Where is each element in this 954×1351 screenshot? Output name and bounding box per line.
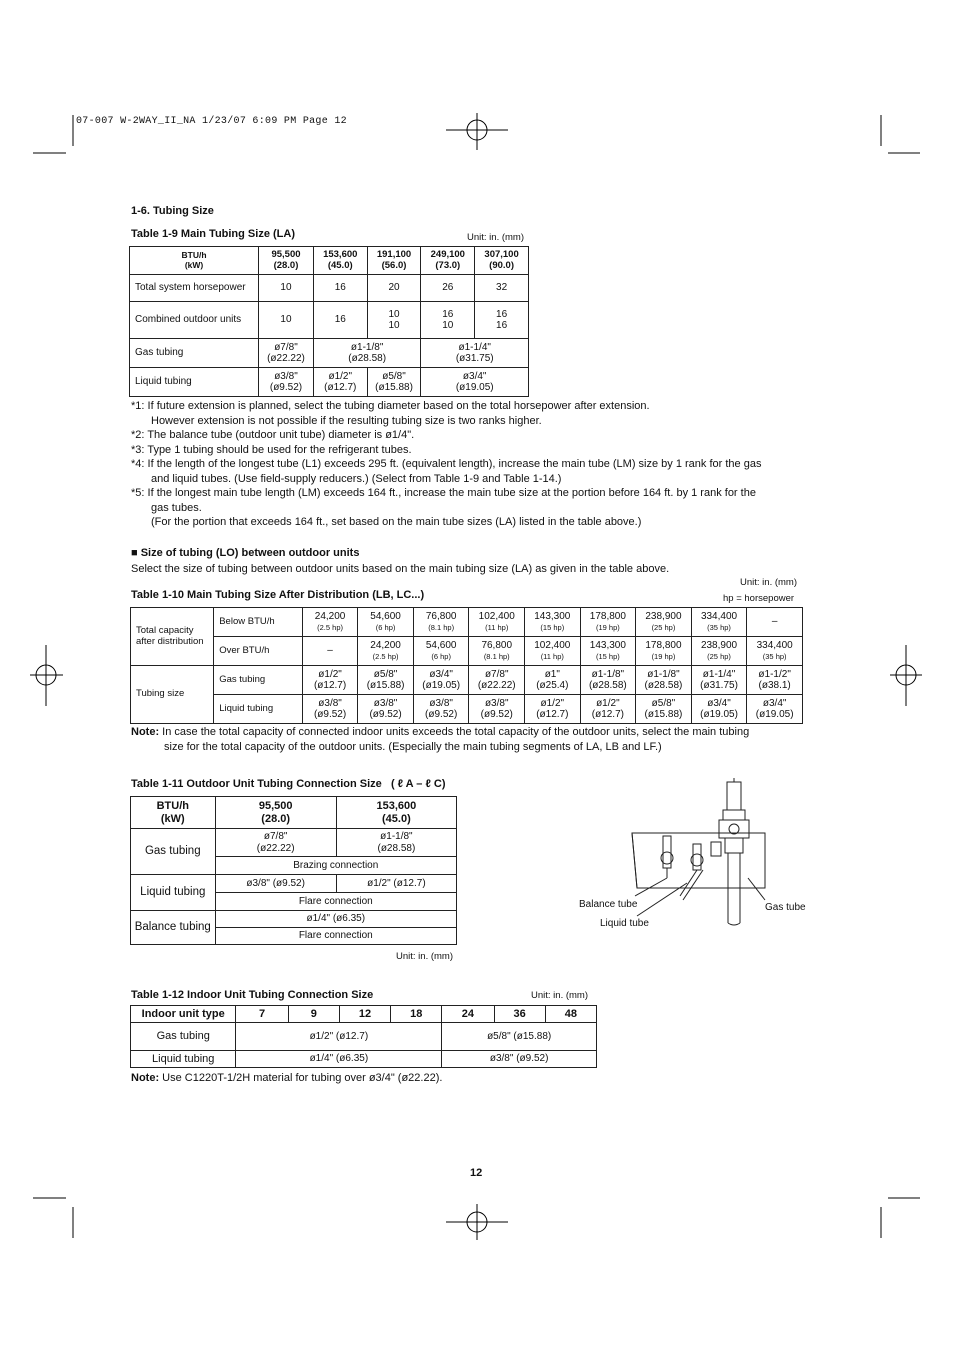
table-1-12-title: Table 1-12 Indoor Unit Tubing Connection Size [131, 989, 374, 1001]
table-1-10-title: Table 1-10 Main Tubing Size After Distribution (LB, LC...) [131, 589, 425, 601]
lo-text: Select the size of tubing between outdoor units based on the main tubing size (LA) as given in the table above. [131, 563, 670, 575]
footnotes [131, 399, 821, 530]
lo-heading: ■ Size of tubing (LO) between outdoor units [131, 547, 360, 559]
table-row: Total system horsepower 10 16 20 26 32 [130, 275, 529, 302]
section-title: 1-6. Tubing Size [131, 205, 214, 217]
table-row: Liquid tubing ø3/8" (ø9.52) ø3/8" (ø9.52) ø3/8" (ø9.52) ø3/8" (ø9.52) ø1/2" (ø12.7) ø1/2" (ø12.7) ø5/8" (ø15.88) ø3/4" (ø19.05) ø3/4" (ø19.05) [131, 695, 803, 724]
gas-tube-label: Gas tube [765, 902, 806, 913]
table-1-10 [130, 607, 803, 724]
table-row: Liquid tubing ø3/8" (ø9.52) ø1/2" (ø12.7) ø5/8" (ø15.88) ø3/4" (ø19.05) [130, 368, 529, 397]
table-row: Tubing size Gas tubing ø1/2" (ø12.7) ø5/8" (ø15.88) ø3/4" (ø19.05) ø7/8" (ø22.22) ø1" (ø25.4) ø1-1/8" (ø28.58) ø1-1/8" (ø28.58) ø1-1/4" (ø31.75) ø1-1/2" (ø38.1) [131, 666, 803, 695]
table-row: Flare connection [131, 928, 457, 945]
table-row: BTU/h (kW) 95,500 (28.0) 153,600 (45.0) [131, 797, 457, 829]
table-row: Indoor unit type 7 9 12 18 24 36 48 [131, 1006, 597, 1023]
liquid-tube-label: Liquid tube [600, 918, 649, 929]
table-1-10-unit: Unit: in. (mm) [740, 577, 797, 588]
table-row: Combined outdoor units 10 16 10 10 16 10 16 16 [130, 302, 529, 339]
table-1-11-title: Table 1-11 Outdoor Unit Tubing Connection Size ( ℓ A – ℓ C) [131, 778, 446, 790]
table-row: Gas tubing ø7/8" (ø22.22) ø1-1/8" (ø28.58) ø1-1/4" (ø31.75) [130, 339, 529, 368]
table-1-9-unit: Unit: in. (mm) [467, 232, 524, 243]
hp-note: hp = horsepower [723, 593, 795, 604]
footnote-3: *3: Type 1 tubing should be used for the refrigerant tubes. [131, 443, 412, 456]
page-number: 12 [470, 1167, 483, 1179]
table-row: Flare connection [131, 893, 457, 911]
table-1-9 [129, 246, 529, 397]
footnote-5: *5: If the longest main tube length (LM) exceeds 164 ft., increase the main tube size at the portion before 164 ft. by 1 rank for the gas tubes. (For the portion that exceeds 164 ft., set based on the main tube sizes (LA) listed in the table above.) [131, 487, 756, 528]
table-1-12 [130, 1005, 597, 1068]
balance-tube-label: Balance tube [579, 899, 638, 910]
table-1-9-title: Table 1-9 Main Tubing Size (LA) [131, 228, 295, 240]
table-row: Brazing connection [131, 857, 457, 875]
table-1-11 [130, 796, 457, 945]
tube-connection-diagram [575, 778, 815, 938]
print-header: 07-007 W-2WAY_II_NA 1/23/07 6:09 PM Page 12 [76, 116, 347, 127]
table-1-12-unit: Unit: in. (mm) [531, 990, 588, 1001]
footnote-2: *2: The balance tube (outdoor unit tube) diameter is ø1/4". [131, 429, 415, 441]
table-1-12-note: Note: Use C1220T-1/2H material for tubing over ø3/4" (ø22.22). [131, 1072, 443, 1084]
footnote-4: *4: If the length of the longest tube (L1) exceeds 295 ft. (equivalent length), increase the main tube (LM) size by 1 rank for the gas and liquid tubes. (Use field-supply reducers.) (Select from Table 1-9 and Table 1-14.) [131, 458, 762, 485]
table-1-11-unit: Unit: in. (mm) [396, 951, 453, 962]
table-1-10-note: Note: In case the total capacity of connected indoor units exceeds the total capacity of the outdoor units, select the main tubing size for the total capacity of the outdoor units. (Especially the main tubing segments of LA, LB and LF.) [131, 726, 750, 753]
table-row: Over BTU/h – 24,200 (2.5 hp) 54,600 (6 hp) 76,800 (8.1 hp) 102,400 (11 hp) 143,300 (15 hp) 178,800 (19 hp) 238,900 (25 hp) 334,400 (35 hp) [131, 637, 803, 666]
table-row: Liquid tubing ø3/8" (ø9.52) ø1/2" (ø12.7) [131, 875, 457, 893]
table-row: Balance tubing ø1/4" (ø6.35) [131, 911, 457, 928]
table-row: Total capacity after distribution Below BTU/h 24,200 (2.5 hp) 54,600 (6 hp) 76,800 (8.1 hp) 102,400 (11 hp) 143,300 (15 hp) 178,800 (19 hp) 238,900 (25 hp) 334,400 (35 hp) – [131, 608, 803, 637]
table-row: Gas tubing ø1/2" (ø12.7) ø5/8" (ø15.88) [131, 1023, 597, 1051]
table-row: BTU/h (kW) 95,500 (28.0) 153,600 (45.0) 191,100 (56.0) 249,100 (73.0) 307,100 (90.0) [130, 247, 529, 275]
table-row: Gas tubing ø7/8" (ø22.22) ø1-1/8" (ø28.58) [131, 829, 457, 857]
footnote-1: *1: If future extension is planned, select the tubing diameter based on the total horsepower after extension. However extension is not possible if the resulting tubing size is two ranks higher. [131, 400, 650, 427]
table-row: Liquid tubing ø1/4" (ø6.35) ø3/8" (ø9.52) [131, 1051, 597, 1068]
